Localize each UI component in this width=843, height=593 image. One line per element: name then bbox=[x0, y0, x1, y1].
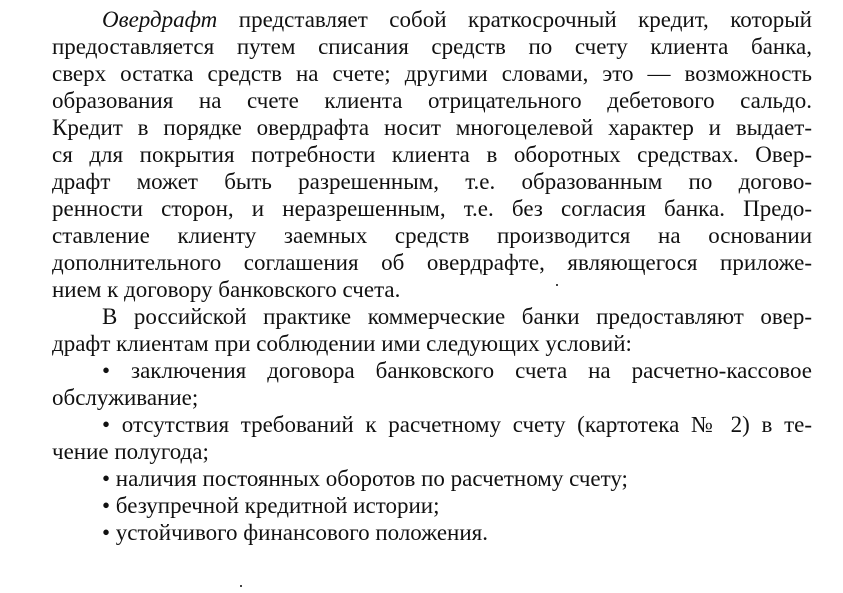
conditions-list bbox=[52, 357, 812, 546]
list-item bbox=[52, 519, 812, 546]
list-item bbox=[52, 411, 812, 465]
text-line: сверх остатка средств на счете; другими словами, это — возможность bbox=[52, 61, 812, 86]
text-line: предоставляется путем списания средств по счету клиента банка, bbox=[52, 34, 812, 59]
text-line: • отсутствия требований к расчетному счету (картотека № 2) в те- bbox=[102, 412, 812, 437]
text-line: Кредит в порядке овердрафта носит многоцелевой характер и выдает- bbox=[52, 115, 812, 140]
list-item bbox=[52, 465, 812, 492]
text-line: Овердрафт представляет собой краткосрочный кредит, который bbox=[102, 7, 812, 32]
text-line: • устойчивого финансового положения. bbox=[102, 520, 488, 545]
text-line: • заключения договора банковского счета на расчетно-кассовое bbox=[102, 358, 812, 383]
text-line: ся для покрытия потребности клиента в оборотных средствах. Овер- bbox=[52, 142, 812, 167]
paragraph-overdraft-definition bbox=[52, 6, 812, 303]
list-item bbox=[52, 357, 812, 411]
text-line: обслуживание; bbox=[52, 385, 199, 410]
text-line: образования на счете клиента отрицательного дебетового сальдо. bbox=[52, 88, 812, 113]
text-line: В российской практике коммерческие банки предоставляют овер- bbox=[102, 304, 812, 329]
text-line: драфт может быть разрешенным, т.е. образованным по догово- bbox=[52, 169, 812, 194]
text-line: • безупречной кредитной истории; bbox=[102, 493, 440, 518]
text-line: дополнительного соглашения об овердрафте, являющегося приложе- bbox=[52, 250, 812, 275]
text-line: драфт клиентам при соблюдении ими следующих условий: bbox=[52, 331, 632, 356]
term-overdraft: Овердрафт bbox=[102, 7, 218, 32]
text-line: ставление клиенту заемных средств производится на основании bbox=[52, 223, 812, 248]
text-line: • наличия постоянных оборотов по расчетному счету; bbox=[102, 466, 628, 491]
scan-speck bbox=[556, 284, 558, 286]
text-line: ренности сторон, и неразрешенным, т.е. без согласия банка. Предо- bbox=[52, 196, 812, 221]
text-line: нием к договору банковского счета. bbox=[52, 277, 401, 302]
paragraph-conditions-intro bbox=[52, 303, 812, 357]
scan-speck bbox=[240, 585, 242, 587]
document-page bbox=[52, 6, 812, 546]
text-line: чение полугода; bbox=[52, 439, 209, 464]
list-item bbox=[52, 492, 812, 519]
